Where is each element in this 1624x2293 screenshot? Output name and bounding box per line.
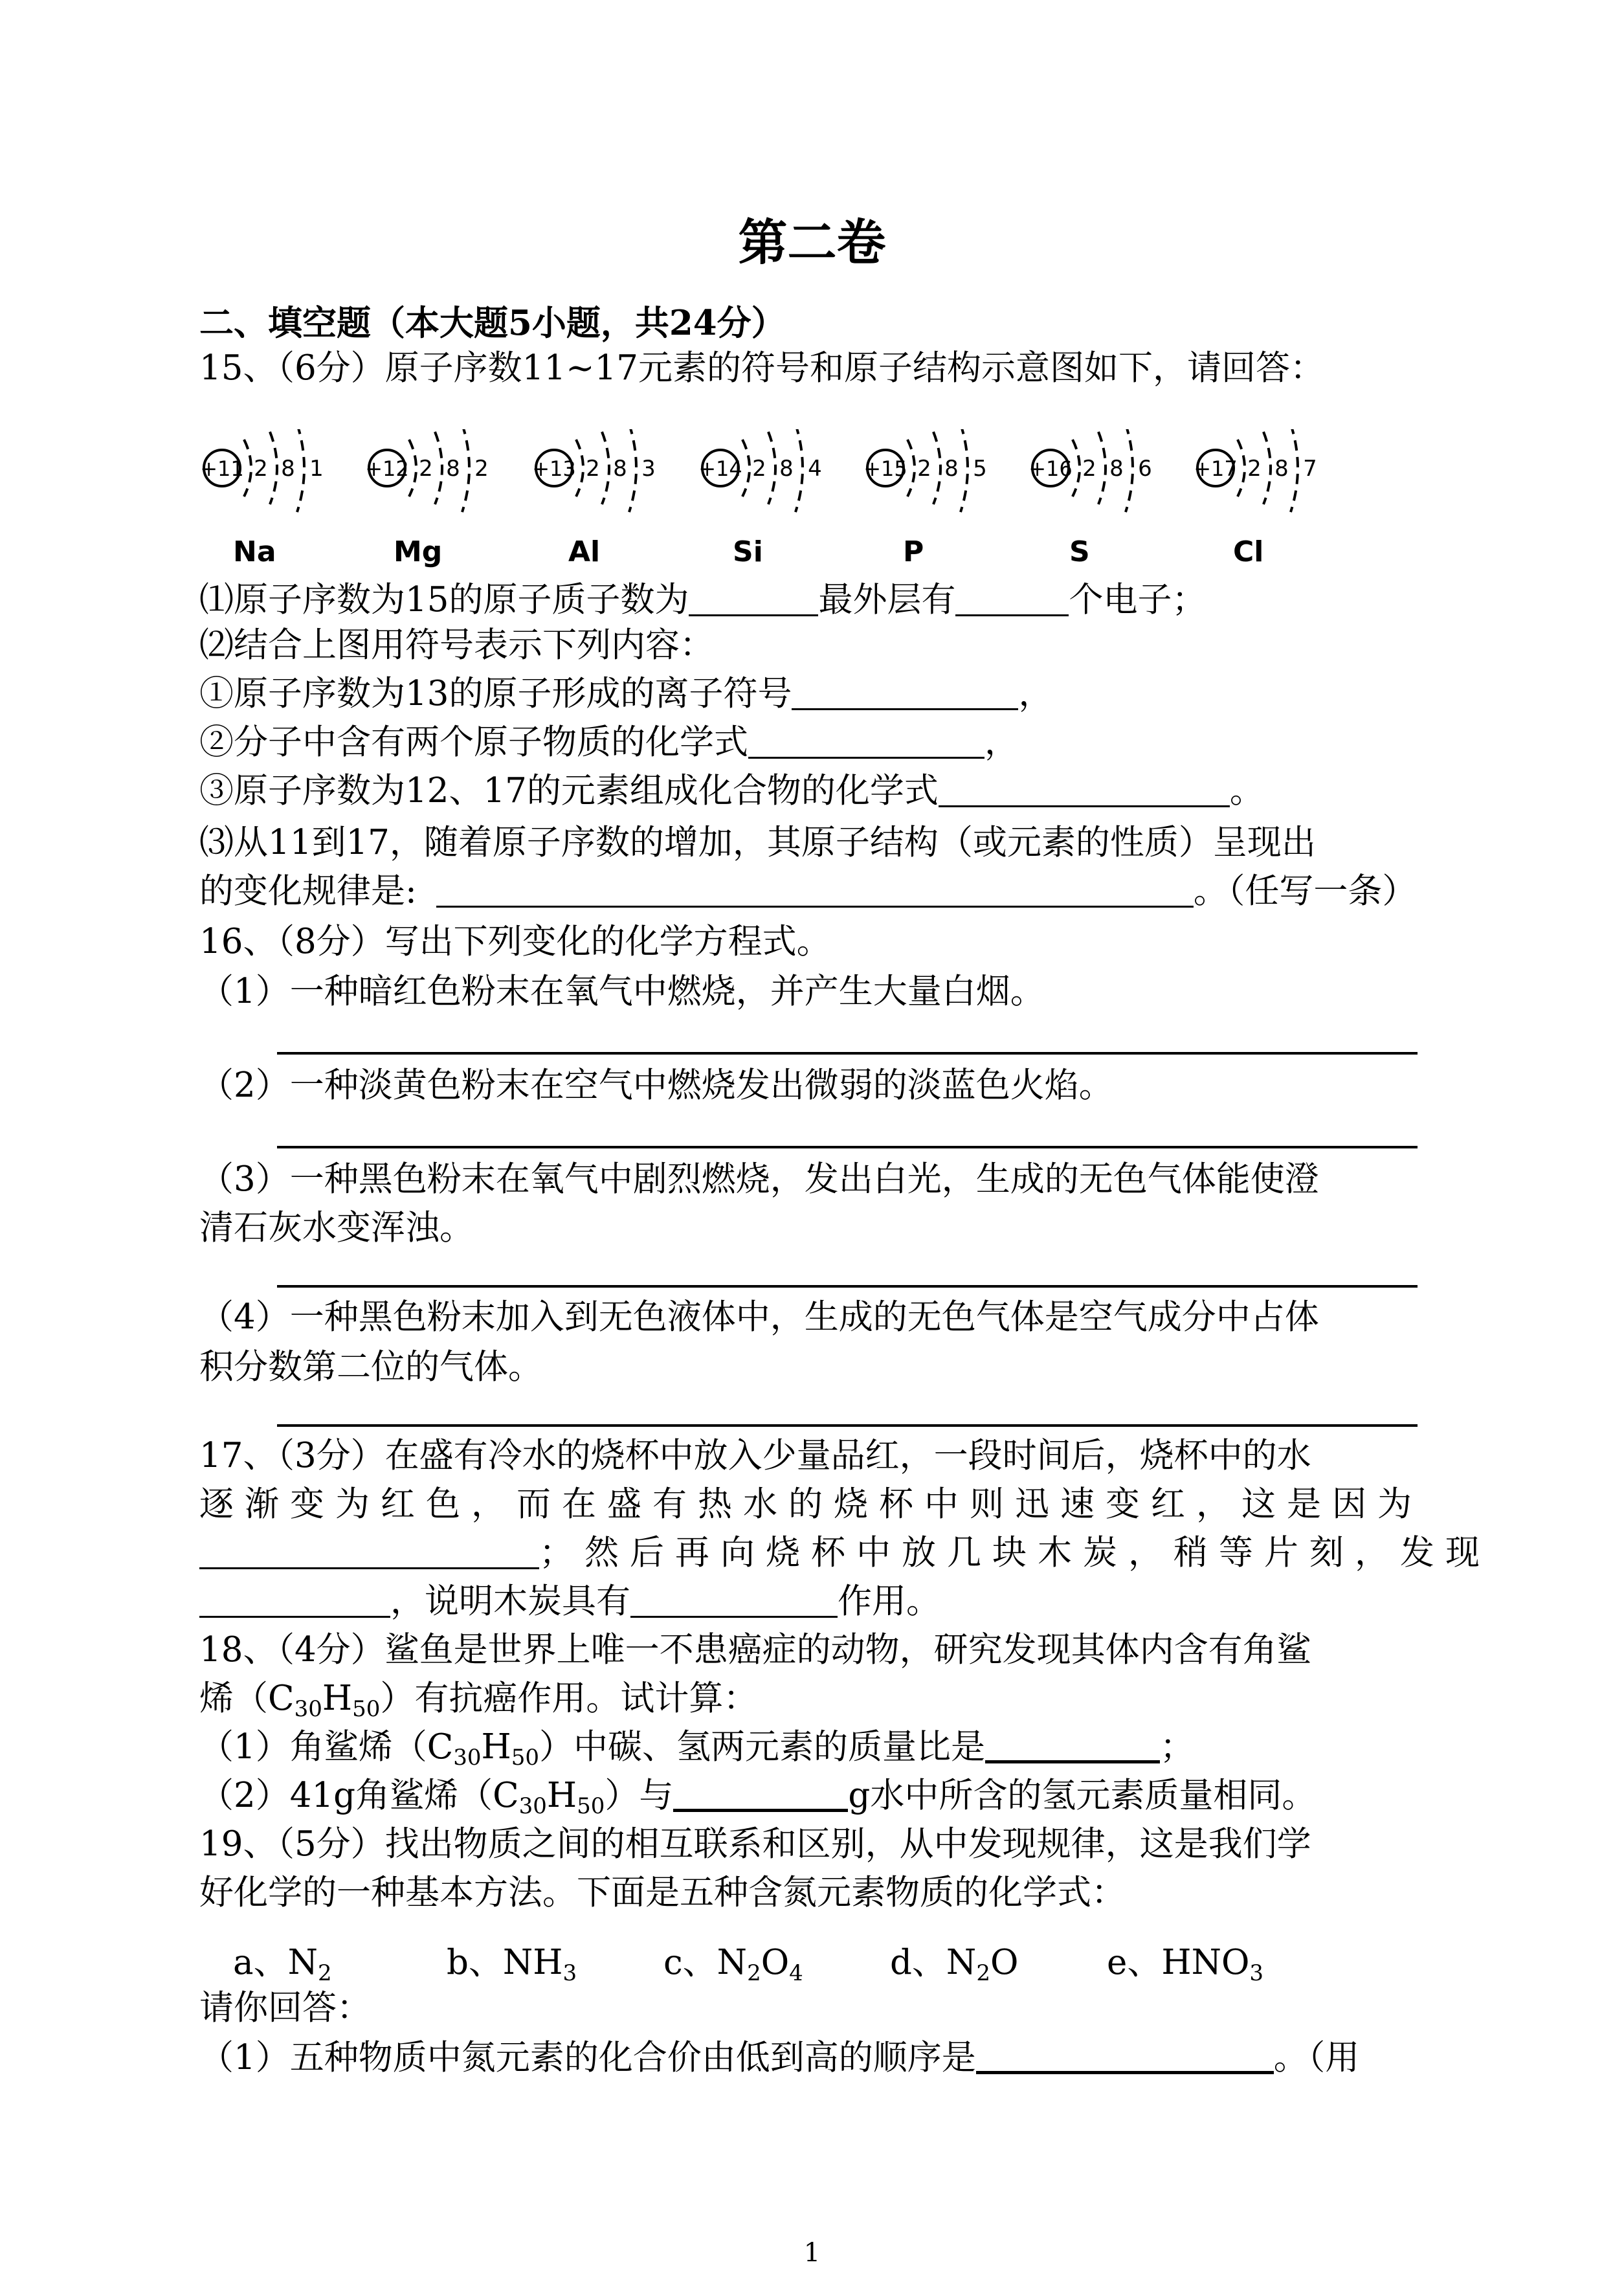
electron-shell-arc — [1073, 440, 1080, 497]
q16-item-2: （2）一种淡黄色粉末在空气中燃烧发出微弱的淡蓝色火焰。 — [199, 1066, 1113, 1105]
element-symbol: Na — [233, 535, 276, 568]
q19-formula-list — [233, 1939, 1263, 1987]
atom-structure-mg — [362, 429, 505, 533]
answer-blank[interactable] — [436, 869, 1194, 908]
q15-part2-2: ②分子中含有两个原子物质的化学式 ， — [199, 719, 1019, 766]
electron-shell-arc — [1126, 429, 1133, 512]
page-number: 1 — [803, 2238, 821, 2268]
atom-structure-al — [529, 429, 672, 533]
shell-electron-count: 6 — [1138, 456, 1152, 482]
element-symbol: Al — [568, 535, 601, 568]
electron-shell-arc — [1291, 429, 1298, 512]
shell-electron-count: 3 — [641, 456, 656, 482]
q15-part2: ⑵结合上图用符号表示下列内容： — [199, 625, 714, 665]
electron-shell-arc — [462, 429, 469, 512]
atom-structure-na — [197, 429, 340, 533]
q16-item-4: （4）一种黑色粉末加入到无色液体中，生成的无色气体是空气成分中占体 — [199, 1297, 1319, 1337]
section-heading: 二、填空题（本大题5小题，共24分） — [199, 303, 786, 343]
electron-shell-arc — [409, 440, 416, 497]
electron-shell-arc — [435, 432, 442, 504]
formula-d: d、$N_2O$ — [890, 1943, 1019, 1986]
shell-electron-count: 2 — [917, 456, 931, 482]
formula-e: e、$HNO_3$ — [1107, 1943, 1264, 1986]
electron-shell-arc — [795, 429, 803, 512]
atom-structure-s — [1026, 429, 1168, 533]
q18-line-2: 烯$(C_{30}H_{50})$有抗癌作用。试计算： — [199, 1679, 758, 1722]
electron-shell-arc — [244, 440, 251, 497]
shell-electron-count: 1 — [309, 456, 324, 482]
q18-line-1: 18、（4分）鲨鱼是世界上唯一不患癌症的动物，研究发现其体内含有角鲨 — [199, 1630, 1311, 1670]
shell-electron-count: 2 — [474, 456, 489, 482]
electron-shell-arc — [768, 432, 775, 504]
nucleus-charge: +13 — [532, 456, 576, 481]
shell-electron-count: 4 — [808, 456, 822, 482]
answer-line[interactable] — [277, 1146, 1418, 1148]
nucleus-charge: +14 — [698, 456, 742, 481]
electron-shell-arc — [742, 440, 750, 497]
answer-blank[interactable] — [689, 578, 818, 616]
atom-structure-si — [696, 429, 838, 533]
answer-blank[interactable] — [976, 2035, 1274, 2074]
answer-blank[interactable] — [630, 1580, 838, 1618]
q16-stem: 16、（8分）写出下列变化的化学方程式。 — [199, 922, 831, 961]
q17-line-2: 逐渐变为红色，而在盛有热水的烧杯中则迅速变红，这是因为 — [199, 1484, 1423, 1524]
shell-electron-count: 8 — [1109, 456, 1124, 482]
q19-ask: 请你回答： — [199, 1988, 371, 2028]
formula-c: c、$N_2O_4$ — [663, 1943, 803, 1986]
electron-shell-arc — [629, 429, 636, 512]
shell-electron-count: 2 — [586, 456, 600, 482]
electron-shell-arc — [270, 432, 277, 504]
q15-stem: 15、（6分）原子序数11~17元素的符号和原子结构示意图如下，请回答： — [199, 348, 1324, 388]
shell-electron-count: 7 — [1303, 456, 1317, 482]
answer-line[interactable] — [277, 1424, 1418, 1427]
shell-electron-count: 2 — [1082, 456, 1096, 482]
element-symbol: S — [1069, 535, 1090, 568]
atom-structure-p — [861, 429, 1003, 533]
q19-line-2: 好化学的一种基本方法。下面是五种含氮元素物质的化学式： — [199, 1873, 1126, 1912]
electron-shell-arc — [576, 440, 583, 497]
element-symbol: Mg — [394, 535, 443, 568]
nucleus-charge: +12 — [365, 456, 409, 481]
q15-part1: ⑴原子序数为15的原子质子数为 最外层有 个电子； — [199, 576, 1206, 624]
q15-part2-3: ③原子序数为12、17的元素组成化合物的化学式 。 — [199, 767, 1264, 815]
shell-electron-count: 2 — [419, 456, 433, 482]
atom-structure-cl — [1191, 429, 1333, 533]
electron-shell-arc — [907, 440, 915, 497]
q18-part1: （1）角鲨烯$(C_{30}H_{50})$中碳、氢两元素的质量比是 ； — [199, 1723, 1194, 1771]
shell-electron-count: 8 — [944, 456, 959, 482]
answer-blank[interactable] — [939, 769, 1230, 807]
q16-item-3-cont: 清石灰水变浑浊。 — [199, 1208, 474, 1247]
electron-shell-arc — [1263, 432, 1271, 504]
q16-item-4-cont: 积分数第二位的气体。 — [199, 1347, 542, 1387]
shell-electron-count: 8 — [1274, 456, 1289, 482]
q18-part2: （2）41g角鲨烯$(C_{30}H_{50})$与 g水中所含的氢元素质量相同。 — [199, 1772, 1316, 1820]
q17-line-3: ；然后再向烧杯中放几块木炭，稍等片刻，发现 — [199, 1529, 1491, 1577]
element-symbol: P — [903, 535, 924, 568]
electron-shell-arc — [961, 429, 968, 512]
q19-part1: （1）五种物质中氮元素的化合价由低到高的顺序是 。（用 — [199, 2034, 1359, 2082]
answer-blank[interactable] — [955, 578, 1069, 616]
shell-electron-count: 2 — [752, 456, 766, 482]
formula-a: a、$N_2$ — [233, 1943, 332, 1986]
q15-part3: ⑶从11到17，随着原子序数的增加，其原子结构（或元素的性质）呈现出 — [199, 823, 1316, 862]
nucleus-charge: +11 — [200, 456, 244, 481]
shell-electron-count: 2 — [1247, 456, 1262, 482]
nucleus-charge: +15 — [863, 456, 907, 481]
electron-shell-arc — [933, 432, 940, 504]
shell-electron-count: 8 — [779, 456, 794, 482]
answer-blank[interactable] — [748, 721, 984, 759]
q16-item-1: （1）一种暗红色粉末在氧气中燃烧，并产生大量白烟。 — [199, 972, 1045, 1011]
answer-blank[interactable] — [673, 1773, 848, 1812]
page-title: 第二卷 — [738, 214, 886, 271]
element-symbol: Si — [733, 535, 763, 568]
nucleus-charge: +17 — [1194, 456, 1238, 481]
element-symbol: Cl — [1233, 535, 1264, 568]
formula-b: b、$NH_3$ — [447, 1943, 577, 1986]
shell-electron-count: 8 — [446, 456, 460, 482]
q16-item-3: （3）一种黑色粉末在氧气中剧烈燃烧，发出白光，生成的无色气体能使澄 — [199, 1159, 1319, 1199]
answer-line[interactable] — [277, 1285, 1418, 1288]
q15-part2-1: ①原子序数为13的原子形成的离子符号 ， — [199, 670, 1052, 718]
q15-part3-answer: 的变化规律是: 。（任写一条） — [199, 867, 1416, 915]
answer-blank[interactable] — [199, 1580, 390, 1618]
answer-line[interactable] — [277, 1052, 1418, 1055]
nucleus-charge: +16 — [1029, 456, 1073, 481]
shell-electron-count: 8 — [613, 456, 627, 482]
electron-shell-arc — [602, 432, 609, 504]
shell-electron-count: 5 — [973, 456, 987, 482]
shell-electron-count: 2 — [254, 456, 268, 482]
answer-blank[interactable] — [792, 672, 1018, 710]
answer-blank[interactable] — [199, 1531, 539, 1569]
q17-line-4: ，说明木炭具有 作用。 — [199, 1578, 940, 1626]
q17-line-1: 17、（3分）在盛有冷水的烧杯中放入少量品红，一段时间后，烧杯中的水 — [199, 1436, 1311, 1475]
q19-line-1: 19、（5分）找出物质之间的相互联系和区别，从中发现规律，这是我们学 — [199, 1824, 1311, 1864]
electron-shell-arc — [1238, 440, 1245, 497]
shell-electron-count: 8 — [281, 456, 295, 482]
electron-shell-arc — [1098, 432, 1106, 504]
electron-shell-arc — [297, 429, 304, 512]
answer-blank[interactable] — [985, 1724, 1160, 1763]
